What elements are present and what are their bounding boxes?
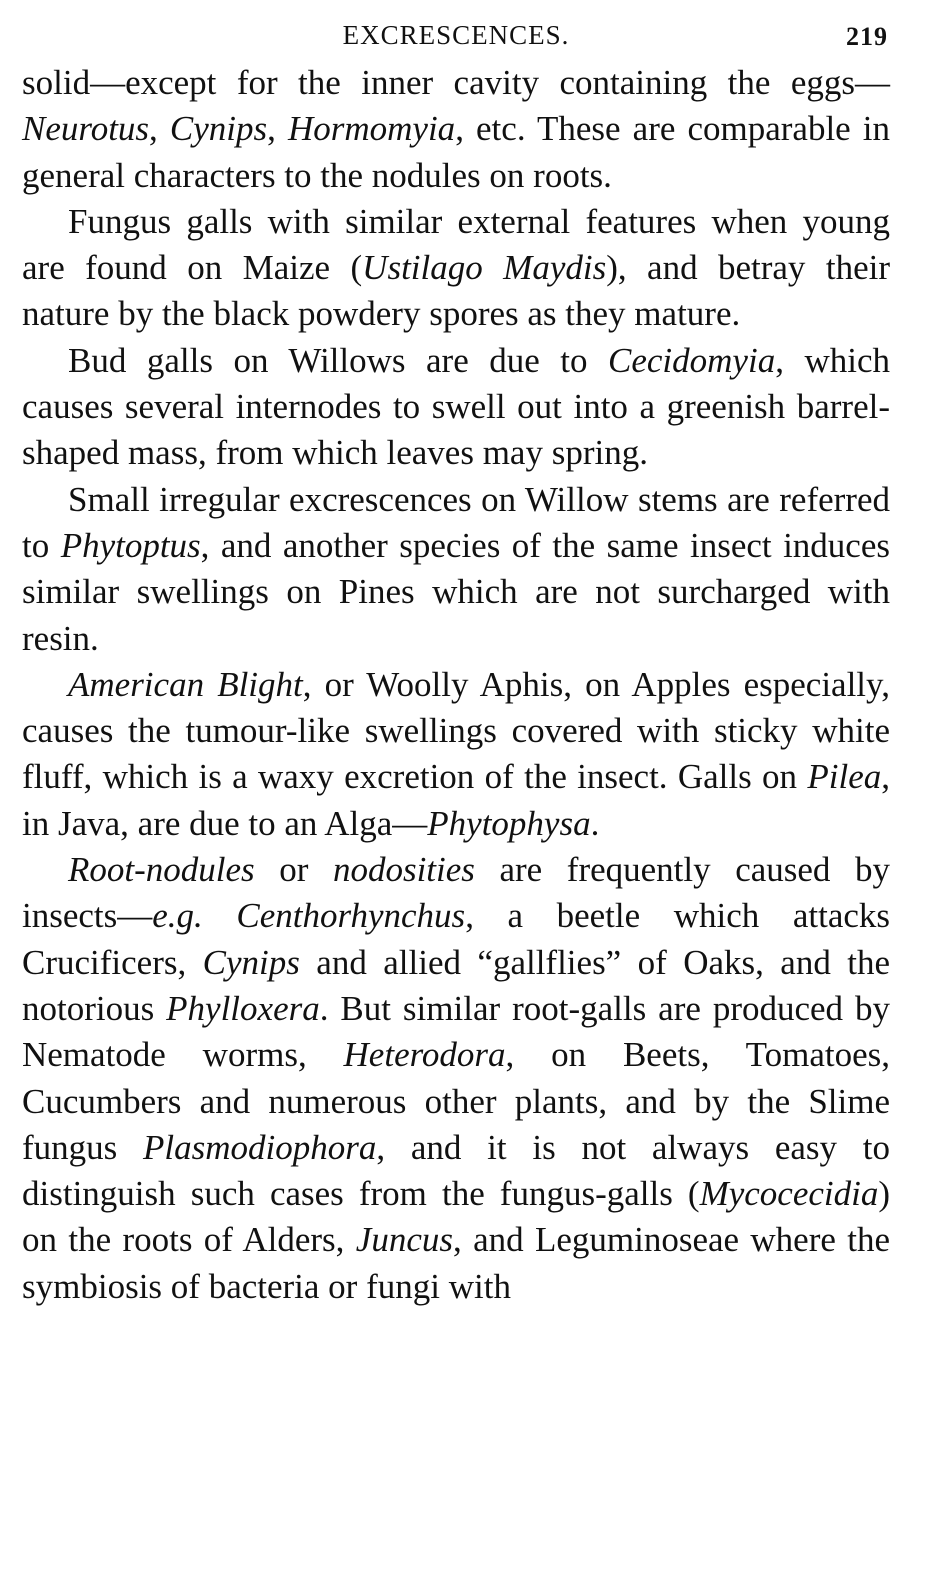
italic-term: Hormomyia <box>287 109 456 149</box>
paragraph-1 <box>22 60 890 199</box>
text-run: ) on the roots of Alders, <box>22 1174 890 1260</box>
italic-term: Neurotus <box>22 109 150 149</box>
text-run: Fungus galls with similar external features when young are found on Maize ( <box>22 201 890 288</box>
italic-term: Plasmodiophora <box>143 1127 377 1167</box>
text-run: , on Beets, Tomatoes, Cucumbers and numerous other plants, and by the Slime fungus <box>22 1035 891 1167</box>
text-run: and allied “gallflies” of Oaks, and the notorious <box>22 942 891 1028</box>
italic-term: Phytoptus <box>60 525 201 565</box>
italic-term: Pilea <box>807 757 882 797</box>
text-run: , which causes several internodes to swell out into a greenish barrel-shaped mass, from which leaves may spring. <box>22 340 890 473</box>
paragraph-2 <box>22 199 890 338</box>
text-run: , and it is not always easy to distinguish such cases from the fungus-galls ( <box>22 1127 891 1214</box>
text-run: . But similar root-galls are produced by Nematode worms, <box>22 988 890 1075</box>
text-run: , and another species of the same insect induces similar swellings on Pines which are not surcharged with resin. <box>22 525 890 658</box>
italic-term: Mycocecidia <box>699 1174 879 1214</box>
italic-term: Root-nodules <box>68 850 255 890</box>
italic-term: Phylloxera <box>166 988 320 1028</box>
text-run: Small irregular excrescences on Willow stems are referred to <box>22 479 890 565</box>
text-run: , in Java, are due to an Alga— <box>22 757 890 843</box>
paragraph-4 <box>22 477 890 662</box>
italic-term: American Blight <box>68 664 303 704</box>
italic-term: Centhorhynchus <box>236 896 466 936</box>
text-run: . <box>590 803 600 843</box>
text-run: , etc. These are comparable in general characters to the nodules on roots. <box>22 109 891 195</box>
italic-term: Phytophysa <box>427 803 591 843</box>
text-run <box>203 896 237 935</box>
text-run: , a beetle which attacks Crucificers, <box>22 896 891 982</box>
italic-term: Cynips <box>169 109 268 149</box>
paragraph-6 <box>22 847 890 1310</box>
page-number: 219 <box>846 22 888 51</box>
running-header <box>22 14 890 60</box>
paragraph-3 <box>22 338 890 477</box>
text-run: or <box>254 850 333 890</box>
text-run: Bud galls on Willows are due to <box>68 340 609 380</box>
italic-term: e.g. <box>152 896 203 936</box>
text-run: ), and betray their nature by the black powdery spores as they mature. <box>22 248 890 334</box>
text-run: , <box>267 109 288 149</box>
italic-term: Cecidomyia <box>608 340 776 380</box>
text-run: solid—except for the inner cavity containing the eggs— <box>22 63 890 102</box>
italic-term: nodosities <box>332 850 475 890</box>
italic-term: Juncus <box>355 1220 453 1260</box>
book-page <box>22 14 890 1310</box>
italic-term: Cynips <box>202 942 300 982</box>
italic-term: Ustilago Maydis <box>362 248 607 288</box>
text-run: , or Woolly Aphis, on Apples especially, causes the tumour-like swellings covered with sticky white fluff, which is a waxy excretion of the insect. Galls on <box>22 664 890 797</box>
text-run: , and Leguminoseae where the symbiosis of bacteria or fungi with <box>22 1220 890 1306</box>
italic-term: Heterodora <box>343 1035 506 1075</box>
text-run: , <box>149 109 170 149</box>
paragraph-5 <box>22 662 890 847</box>
text-run: are frequently caused by insects— <box>22 850 890 936</box>
running-title: EXCRESCENCES. <box>342 20 570 50</box>
body-text <box>22 60 890 1310</box>
